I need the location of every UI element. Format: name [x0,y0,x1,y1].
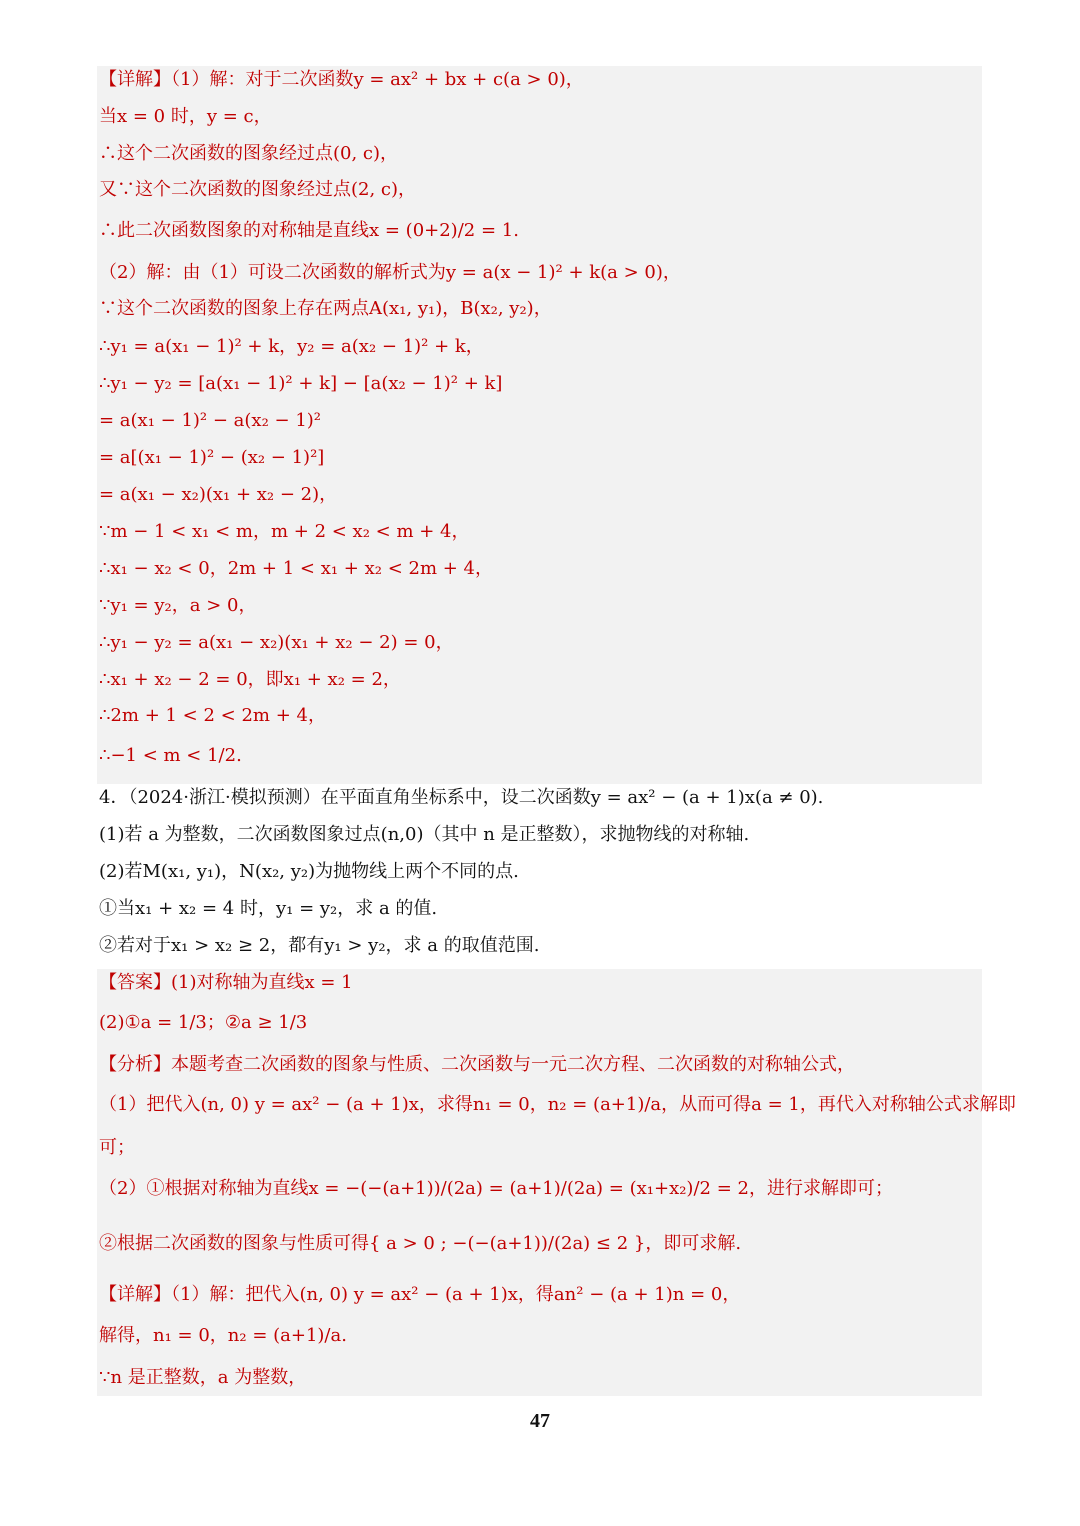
solution1-line-5: ∴此二次函数图象的对称轴是直线x = (0+2)/2 = 1. [99,220,519,241]
solution1-line-15: ∵y₁ = y₂，a > 0， [99,595,257,616]
solution1-line-3: ∴这个二次函数的图象经过点(0, c)， [99,143,399,164]
solution2-line-8: 【详解】（1）解：把代入(n, 0) y = ax² − (a + 1)x，得an² − (a + 1)n = 0， [99,1284,741,1305]
solution2-line-4: （1）把代入(n, 0) y = ax² − (a + 1)x，求得n₁ = 0，n₂ = (a+1)/a，从而可得a = 1，再代入对称轴公式求解即 [99,1094,1016,1115]
solution1-line-9: ∴y₁ − y₂ = [a(x₁ − 1)² + k] − [a(x₂ − 1)² + k] [99,373,503,394]
solution2-line-10: ∵n 是正整数，a 为整数， [99,1367,307,1388]
solution1-line-7: ∵这个二次函数的图象上存在两点A(x₁, y₁)，B(x₂, y₂)， [99,298,552,319]
solution2-line-7: ②根据二次函数的图象与性质可得{ a > 0 ; −(−(a+1))/(2a) ≤ 2 }，即可求解. [99,1233,742,1254]
solution1-line-18: ∴2m + 1 < 2 < 2m + 4， [99,705,326,726]
problem4-part2-1: ①当x₁ + x₂ = 4 时，y₁ = y₂，求 a 的值. [99,898,438,919]
solution2-line-3: 【分析】本题考查二次函数的图象与性质、二次函数与一元二次方程、二次函数的对称轴公式， [99,1054,855,1075]
solution1-line-19: ∴−1 < m < 1/2. [99,745,242,766]
solution1-line-2: 当x = 0 时，y = c， [99,106,272,127]
solution1-line-4: 又∵这个二次函数的图象经过点(2, c)， [99,179,417,200]
problem4-part1: (1)若 a 为整数，二次函数图象过点(n,0)（其中 n 是正整数），求抛物线的对称轴. [99,824,750,845]
solution1-line-17: ∴x₁ + x₂ − 2 = 0，即x₁ + x₂ = 2， [99,669,401,690]
solution2-line-5: 可； [99,1137,135,1158]
solution1-line-11: = a[(x₁ − 1)² − (x₂ − 1)²] [99,447,325,468]
solution1-line-10: = a(x₁ − 1)² − a(x₂ − 1)² [99,410,322,431]
problem4-stem: 4．（2024·浙江·模拟预测）在平面直角坐标系中，设二次函数y = ax² − (a + 1)x(a ≠ 0). [99,787,824,808]
solution2-line-1: 【答案】(1)对称轴为直线x = 1 [99,972,353,993]
solution1-line-1: 【详解】（1）解：对于二次函数y = ax² + bx + c(a > 0)， [99,69,584,90]
page-number: 47 [530,1410,550,1432]
problem4-part2-2: ②若对于x₁ > x₂ ≥ 2，都有y₁ > y₂，求 a 的取值范围. [99,935,540,956]
solution1-line-16: ∴y₁ − y₂ = a(x₁ − x₂)(x₁ + x₂ − 2) = 0， [99,632,454,653]
solution1-line-8: ∴y₁ = a(x₁ − 1)² + k，y₂ = a(x₂ − 1)² + k， [99,336,484,357]
solution1-line-14: ∴x₁ − x₂ < 0，2m + 1 < x₁ + x₂ < 2m + 4， [99,558,493,579]
problem4-part2: (2)若M(x₁, y₁)，N(x₂, y₂)为抛物线上两个不同的点. [99,861,519,882]
solution2-line-6: （2）①根据对称轴为直线x = −(−(a+1))/(2a) = (a+1)/(2a) = (x₁+x₂)/2 = 2，进行求解即可； [99,1178,893,1199]
solution1-line-12: = a(x₁ − x₂)(x₁ + x₂ − 2)， [99,484,338,505]
solution1-line-13: ∵m − 1 < x₁ < m，m + 2 < x₂ < m + 4， [99,521,470,542]
solution2-line-9: 解得，n₁ = 0，n₂ = (a+1)/a. [99,1325,347,1346]
solution2-line-2: (2)①a = 1/3；②a ≥ 1/3 [99,1012,308,1033]
solution1-line-6: （2）解：由（1）可设二次函数的解析式为y = a(x − 1)² + k(a > 0)， [99,262,681,283]
